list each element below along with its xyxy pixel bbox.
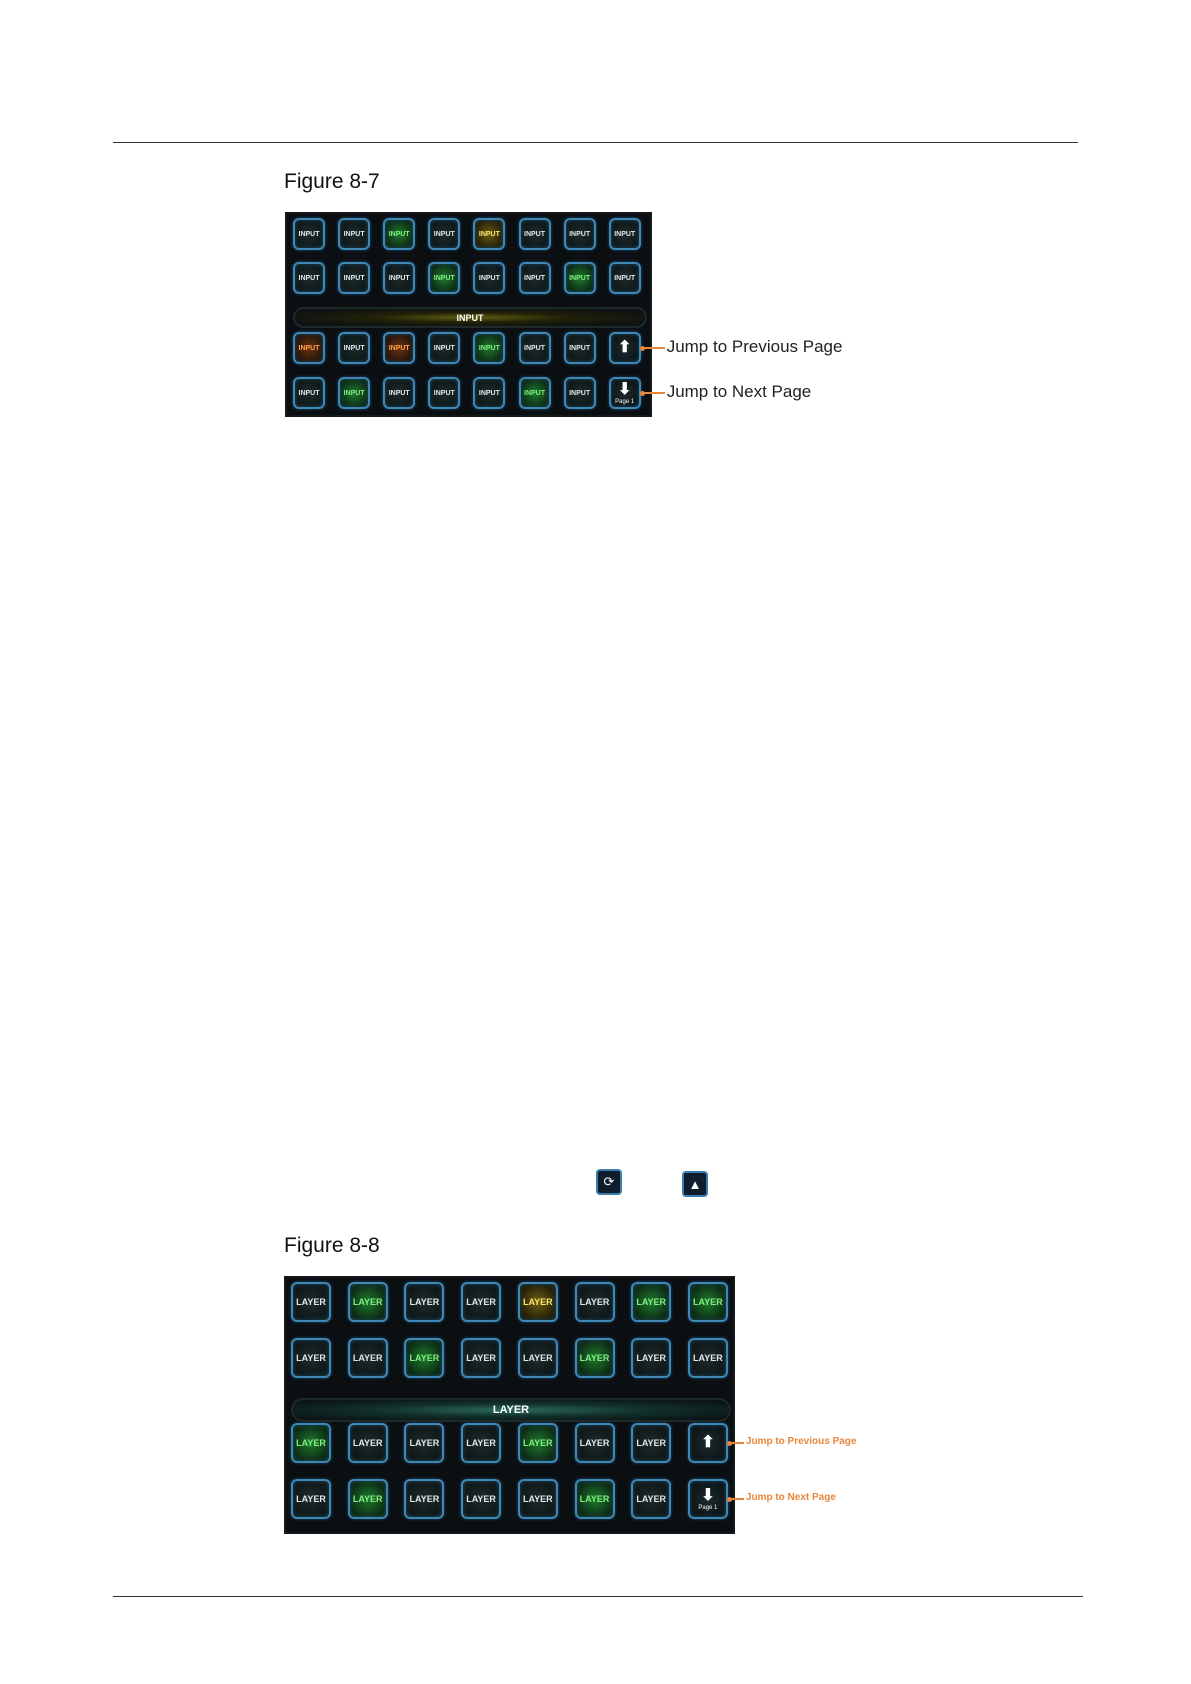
layer-button[interactable] [348, 1423, 388, 1463]
layer-button[interactable] [688, 1338, 728, 1378]
input-button-label: INPUT [524, 230, 545, 238]
input-button[interactable] [383, 377, 415, 409]
input-button[interactable] [338, 262, 370, 294]
input-button[interactable] [428, 332, 460, 364]
input-button[interactable] [428, 377, 460, 409]
input-button[interactable] [338, 377, 370, 409]
layer-button[interactable] [461, 1479, 501, 1519]
input-button-label: INPUT [524, 389, 545, 397]
layer-button-label: LAYER [636, 1297, 667, 1307]
layer-button[interactable] [348, 1338, 388, 1378]
next-page-button[interactable] [609, 377, 641, 409]
input-button[interactable] [383, 332, 415, 364]
input-button[interactable] [473, 218, 505, 250]
input-button[interactable] [609, 218, 641, 250]
input-button-label: INPUT [478, 344, 500, 352]
layer-button-label: LAYER [296, 1353, 326, 1363]
layer-button-label: LAYER [466, 1494, 496, 1504]
callout-next-page: Jump to Next Page [666, 382, 812, 401]
layer-button[interactable] [631, 1282, 671, 1322]
input-button[interactable] [609, 262, 641, 294]
input-button[interactable] [564, 218, 596, 250]
input-button-label: INPUT [614, 230, 636, 238]
input-button-label: INPUT [388, 389, 410, 397]
layer-button[interactable] [518, 1423, 558, 1463]
refresh-page-icon: ⟳ [596, 1169, 622, 1195]
layer-button-label: LAYER [296, 1438, 326, 1448]
input-button[interactable] [338, 332, 370, 364]
footer-rule [113, 1596, 1083, 1597]
input-button[interactable] [473, 377, 505, 409]
input-button-label: INPUT [524, 274, 545, 282]
layer-button[interactable] [575, 1479, 615, 1519]
layer-button[interactable] [631, 1423, 671, 1463]
input-button[interactable] [383, 262, 415, 294]
next-page-button[interactable] [688, 1479, 728, 1519]
input-button[interactable] [473, 262, 505, 294]
layer-button[interactable] [461, 1282, 501, 1322]
layer-button-label: LAYER [579, 1297, 610, 1307]
input-button-label: INPUT [569, 389, 591, 397]
page-up-icon: ▲ [682, 1171, 708, 1197]
input-button-panel [285, 212, 652, 417]
layer-button[interactable] [575, 1423, 615, 1463]
layer-button[interactable] [518, 1282, 558, 1322]
input-button-label: INPUT [343, 274, 365, 282]
input-button-label: INPUT [524, 344, 545, 352]
layer-button[interactable] [404, 1338, 444, 1378]
input-button[interactable] [383, 218, 415, 250]
layer-button[interactable] [348, 1479, 388, 1519]
layer-button-label: LAYER [466, 1353, 496, 1363]
input-button-label: INPUT [388, 230, 410, 238]
layer-button[interactable] [575, 1338, 615, 1378]
previous-page-button[interactable] [688, 1423, 728, 1463]
layer-button-label: LAYER [466, 1297, 496, 1307]
layer-button-label: LAYER [636, 1494, 667, 1504]
input-button[interactable] [473, 332, 505, 364]
figure-8-7-caption: Figure 8-7 [284, 170, 380, 193]
layer-button-label: LAYER [352, 1353, 383, 1363]
layer-button[interactable] [631, 1479, 671, 1519]
layer-button[interactable] [575, 1282, 615, 1322]
input-button-label: INPUT [569, 274, 591, 282]
layer-button-label: LAYER [352, 1438, 383, 1448]
layer-button[interactable] [461, 1423, 501, 1463]
input-button[interactable] [428, 262, 460, 294]
layer-button[interactable] [404, 1423, 444, 1463]
input-button[interactable] [293, 377, 325, 409]
input-group-bar: INPUT [293, 307, 647, 328]
input-button-label: INPUT [478, 389, 500, 397]
layer-button-label: LAYER [466, 1438, 496, 1448]
layer-button-label: LAYER [409, 1353, 440, 1363]
input-button-label: INPUT [298, 344, 320, 352]
input-button-label: INPUT [478, 274, 500, 282]
layer-button-label: LAYER [409, 1494, 440, 1504]
input-button[interactable] [293, 218, 325, 250]
callout-next-page: Jump to Next Page [745, 1492, 836, 1503]
input-button-label: INPUT [388, 274, 410, 282]
input-button-label: INPUT [298, 230, 320, 238]
input-button-label: INPUT [388, 344, 410, 352]
figure-8-8-caption: Figure 8-8 [284, 1234, 380, 1257]
layer-button-label: LAYER [409, 1297, 440, 1307]
input-button[interactable] [564, 377, 596, 409]
input-button[interactable] [519, 218, 551, 250]
layer-button-label: LAYER [296, 1297, 326, 1307]
layer-button-label: LAYER [636, 1438, 667, 1448]
layer-button[interactable] [404, 1282, 444, 1322]
layer-button[interactable] [291, 1282, 331, 1322]
layer-button-label: LAYER [522, 1353, 553, 1363]
input-button-label: INPUT [569, 344, 591, 352]
arrow-up-icon: ⬆ [701, 1434, 715, 1451]
callout-line [641, 392, 665, 394]
input-button-label: INPUT [433, 274, 455, 282]
input-button-label: INPUT [569, 230, 591, 238]
layer-button[interactable] [688, 1282, 728, 1322]
layer-button[interactable] [291, 1479, 331, 1519]
previous-page-button[interactable] [609, 332, 641, 364]
page-number-label: Page 1 [615, 398, 635, 405]
input-button-label: INPUT [433, 389, 455, 397]
layer-button-label: LAYER [409, 1438, 440, 1448]
input-button-label: INPUT [343, 389, 365, 397]
layer-button-label: LAYER [522, 1438, 553, 1448]
callout-previous-page: Jump to Previous Page [745, 1436, 857, 1447]
layer-button[interactable] [404, 1479, 444, 1519]
input-button[interactable] [293, 262, 325, 294]
layer-button-label: LAYER [579, 1438, 610, 1448]
input-button-label: INPUT [343, 230, 365, 238]
layer-button-label: LAYER [522, 1494, 553, 1504]
arrow-up-icon: ⬆ [617, 339, 632, 356]
input-button[interactable] [338, 218, 370, 250]
layer-button-label: LAYER [579, 1353, 610, 1363]
input-button-label: INPUT [433, 230, 455, 238]
layer-button-label: LAYER [579, 1494, 610, 1504]
layer-button-label: LAYER [352, 1494, 383, 1504]
header-rule [113, 142, 1078, 143]
layer-button-label: LAYER [522, 1297, 553, 1307]
layer-button-label: LAYER [636, 1353, 667, 1363]
page-number-label: Page 1 [698, 1504, 718, 1511]
input-button-label: INPUT [478, 230, 500, 238]
layer-button[interactable] [291, 1338, 331, 1378]
callout-previous-page: Jump to Previous Page [666, 337, 843, 356]
layer-button-label: LAYER [296, 1494, 326, 1504]
input-button-label: INPUT [614, 274, 636, 282]
input-button-label: INPUT [343, 344, 365, 352]
layer-button[interactable] [518, 1479, 558, 1519]
layer-button-label: LAYER [693, 1297, 723, 1307]
layer-button[interactable] [518, 1338, 558, 1378]
layer-button[interactable] [291, 1423, 331, 1463]
layer-button[interactable] [461, 1338, 501, 1378]
input-button[interactable] [428, 218, 460, 250]
callout-line [728, 1498, 744, 1500]
layer-button-label: LAYER [352, 1297, 383, 1307]
arrow-down-icon: ⬇ [701, 1486, 715, 1504]
layer-button[interactable] [348, 1282, 388, 1322]
callout-line [641, 347, 665, 349]
callout-line [728, 1442, 744, 1444]
input-button[interactable] [564, 262, 596, 294]
input-button[interactable] [519, 332, 551, 364]
layer-group-bar: LAYER [291, 1398, 731, 1422]
layer-button-label: LAYER [693, 1353, 723, 1363]
input-button[interactable] [293, 332, 325, 364]
layer-button[interactable] [631, 1338, 671, 1378]
layer-button-panel [284, 1276, 735, 1534]
input-button-label: INPUT [298, 389, 320, 397]
arrow-down-icon: ⬇ [617, 380, 632, 398]
input-button[interactable] [519, 377, 551, 409]
input-button[interactable] [519, 262, 551, 294]
input-button[interactable] [564, 332, 596, 364]
input-button-label: INPUT [433, 344, 455, 352]
input-button-label: INPUT [298, 274, 320, 282]
